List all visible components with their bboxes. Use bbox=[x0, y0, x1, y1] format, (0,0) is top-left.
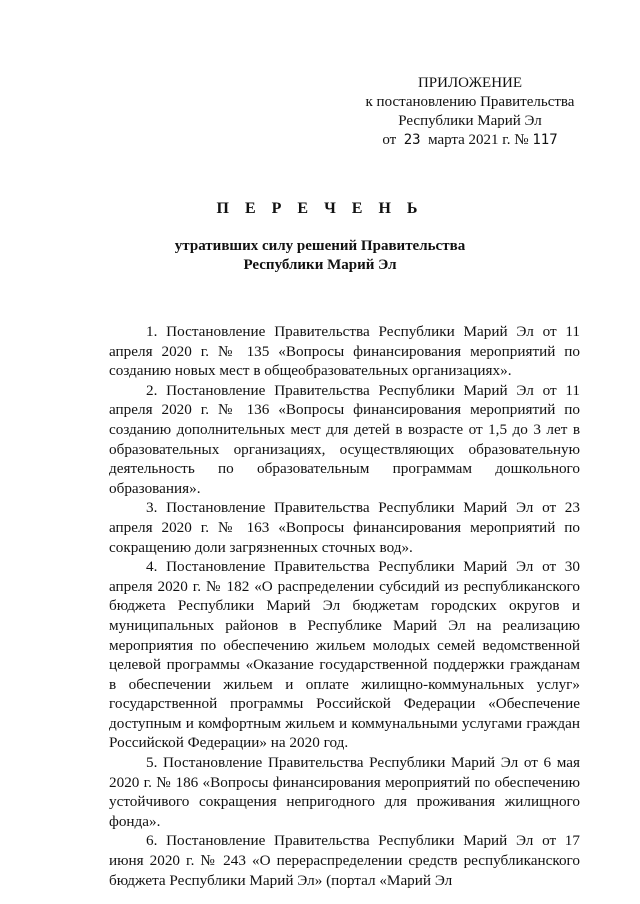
appendix-line-2: Республики Марий Эл bbox=[398, 113, 542, 129]
document-number: 117 bbox=[532, 132, 558, 148]
list-item: 4. Постановление Правительства Республики Марий Эл от 30 апреля 2020 г. № 182 «О распределении субсидий из республиканского бюджета Республики Марий Эл бюджетам городских округов и муниципальных районов в Республике Марий Эл на реализацию мероприятия по обеспечению жильем молодых семей ведомственной целевой программы «Оказание государственной поддержки гражданам в обеспечении жильем и оплате жилищно-коммунальных услуг» государственной программы Российской Федерации «Обеспечение доступным и комфортным жильем и коммунальными услугами граждан Российской Федерации» на 2020 год. bbox=[109, 558, 580, 752]
decisions-list bbox=[109, 322, 580, 890]
appendix-block bbox=[350, 74, 590, 150]
list-item: 6. Постановление Правительства Республики Марий Эл от 17 июня 2020 г. № 243 «О перераспределении средств республиканского бюджета Республики Марий Эл» (портал «Марий Эл bbox=[109, 832, 580, 889]
list-item: 1. Постановление Правительства Республики Марий Эл от 11 апреля 2020 г. № 135 «Вопросы финансирования мероприятий по созданию новых мест в общеобразовательных организациях». bbox=[109, 323, 580, 380]
appendix-title: ПРИЛОЖЕНИЕ bbox=[417, 75, 523, 91]
appendix-date-line bbox=[350, 131, 590, 150]
list-item: 2. Постановление Правительства Республики Марий Эл от 11 апреля 2020 г. № 136 «Вопросы финансирования мероприятий по созданию дополнительных мест для детей в возрасте от 1,5 до 3 лет в образовательных организациях, осуществляющих образовательную деятельность по образовательным программам дошкольного образования». bbox=[109, 381, 580, 497]
document-subtitle bbox=[0, 237, 640, 275]
appendix-line-1: к постановлению Правительства bbox=[365, 94, 575, 110]
date-prefix: от bbox=[382, 132, 397, 148]
list-item: 5. Постановление Правительства Республики Марий Эл от 6 мая 2020 г. № 186 «Вопросы финансирования мероприятий по обеспечению устойчивого сокращения непригодного для проживания жилищного фонда». bbox=[109, 754, 580, 830]
subtitle-line-1: утративших силу решений Правительства bbox=[174, 238, 466, 254]
subtitle-line-2: Республики Марий Эл bbox=[243, 257, 397, 273]
list-item: 3. Постановление Правительства Республики Марий Эл от 23 апреля 2020 г. № 163 «Вопросы финансирования мероприятий по сокращению доли загрязненных сточных вод». bbox=[109, 499, 580, 556]
document-title: П Е Р Е Ч Е Н Ь bbox=[216, 200, 424, 217]
date-rest: марта 2021 г. № bbox=[428, 132, 529, 148]
date-day: 23 bbox=[403, 132, 421, 148]
